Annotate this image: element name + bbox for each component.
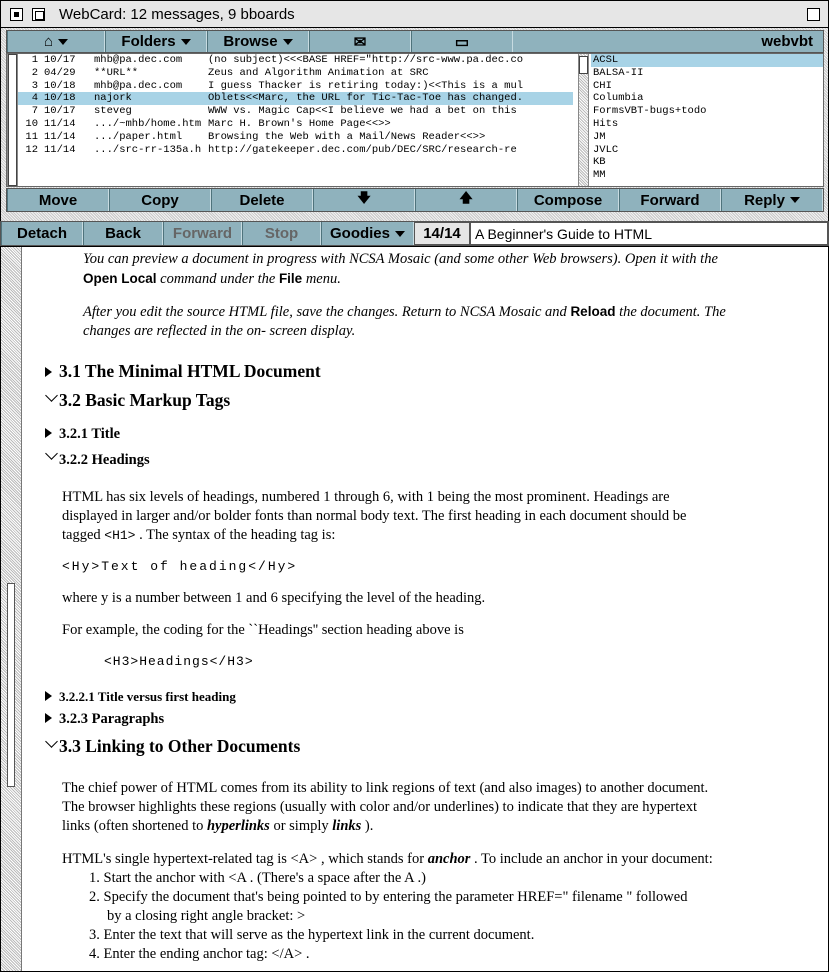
message-row[interactable] (18, 131, 573, 144)
message-row[interactable] (18, 144, 573, 157)
folders-label: Folders (121, 33, 176, 50)
forward-mail-button[interactable]: Forward (619, 189, 721, 211)
collapse-box-icon[interactable] (32, 8, 45, 21)
code-example: <H3>Headings</H3> (104, 654, 254, 669)
bboard-item[interactable]: Hits (593, 117, 619, 130)
message-from: .../~mhb/home.htm (94, 117, 202, 130)
message-date: 11/14 (44, 117, 76, 130)
paragraph: For example, the coding for the ``Headings'' section heading above is (62, 622, 464, 638)
bboard-item[interactable]: ACSL (591, 54, 823, 67)
message-date: 10/18 (44, 92, 76, 105)
paragraph: HTML has six levels of headings, numbered 1 through 6, with 1 being the most prominent. Headings are displayed in larger and/or bolder fonts than normal body text. The first heading in each document should be tagged <H1> . The syntax of the heading tag is: (62, 489, 687, 543)
paragraph: where y is a number between 1 and 6 specifying the level of the heading. (62, 590, 486, 606)
reload-command: Reload (570, 304, 616, 319)
message-from: .../paper.html (94, 130, 183, 143)
move-button[interactable]: Move (7, 189, 109, 211)
message-subject: I guess Thacker is retiring today:)<<This is a mul (208, 79, 524, 92)
bboard-item[interactable]: CHI (593, 79, 612, 92)
next-message-button[interactable] (313, 189, 415, 211)
bboard-item[interactable]: FormsVBT-bugs+todo (593, 105, 707, 118)
collapsed-triangle-icon[interactable] (45, 365, 59, 384)
bboard-item[interactable]: BALSA-II (593, 66, 644, 79)
message-subject: (no subject)<<<BASE HREF="http://src-www.pa.dec.co (208, 54, 524, 66)
message-scrollbar[interactable] (7, 54, 18, 186)
message-subject: WWW vs. Magic Cap<<I believe we had a bet on this (208, 105, 517, 118)
zoom-box-icon[interactable] (807, 8, 820, 21)
mailbox-menu-button[interactable] (7, 31, 105, 52)
close-box-icon[interactable] (10, 8, 23, 21)
hyperlinks-term: hyperlinks (206, 818, 270, 834)
detach-button[interactable]: Detach (1, 222, 83, 245)
paragraph: You can preview a document in progress with NCSA Mosaic (and some other Web browsers). Open it with the Open Local command under the File menu. (83, 251, 718, 287)
back-button[interactable]: Back (83, 222, 163, 245)
ordered-list (87, 869, 807, 964)
links-term: links (332, 818, 362, 834)
message-row[interactable] (18, 67, 573, 80)
bboard-scrollbar-thumb[interactable] (579, 56, 588, 74)
collapsed-triangle-icon[interactable] (45, 711, 59, 730)
message-num: 3 (31, 79, 38, 92)
page-counter: 14/14 (414, 222, 470, 245)
message-from: .../src-rr-135a.h (94, 143, 202, 156)
delete-button[interactable]: Delete (211, 189, 313, 211)
bboard-scrollbar[interactable] (578, 54, 589, 186)
book-icon: ▭ (454, 33, 470, 51)
file-menu-name: File (278, 271, 303, 286)
message-scrollbar-thumb[interactable] (8, 54, 17, 186)
message-num: 7 (31, 105, 38, 118)
section-3-2-3[interactable]: 3.2.3 Paragraphs (45, 710, 164, 730)
expanded-triangle-icon[interactable] (45, 394, 59, 413)
heading-syntax: <Hy>Text of heading</Hy> (62, 559, 298, 574)
browse-button[interactable] (207, 31, 309, 52)
previous-message-button[interactable] (415, 189, 517, 211)
list-item: 3. Enter the text that will serve as the hypertext link in the current document. (89, 927, 535, 943)
open-local-command: Open Local (83, 271, 157, 286)
section-3-2-2[interactable]: 3.2.2 Headings (45, 451, 150, 471)
section-3-3[interactable]: 3.3 Linking to Other Documents (45, 737, 300, 759)
paragraph: After you edit the source HTML file, save the changes. Return to NCSA Mosaic and Reload the document. The changes are reflected in the on- screen display. (83, 304, 726, 339)
paragraph: The chief power of HTML comes from its ability to link regions of text (and also images) to another document. The browser highlights these regions (usually with color and/or underlines) to indicate that they are hypertext links (often shortened to hyperlinks or simply links ). (62, 780, 709, 834)
collapsed-triangle-icon[interactable] (45, 689, 59, 708)
message-row[interactable] (18, 54, 573, 67)
document-title: A Beginner's Guide to HTML (470, 222, 828, 245)
message-actions-bar (6, 188, 824, 212)
browser-toolbar (0, 221, 829, 246)
window-title: WebCard: 12 messages, 9 bboards (59, 5, 295, 23)
message-subject: Browsing the Web with a Mail/News Reader<<>> (208, 130, 486, 143)
message-from: mhb@pa.dec.com (94, 54, 183, 66)
mailbox-icon: ⌂ (43, 33, 54, 50)
reply-button[interactable] (721, 189, 823, 211)
message-row[interactable] (18, 80, 573, 93)
message-pane (6, 53, 824, 187)
title-bar (0, 0, 829, 28)
message-num: 2 (31, 66, 38, 79)
document-scrollbar-thumb[interactable] (7, 583, 15, 787)
bboard-item[interactable]: KB (593, 156, 606, 169)
compose-button[interactable]: Compose (517, 189, 619, 211)
message-subject: http://gatekeeper.dec.com/pub/DEC/SRC/research-re (208, 143, 517, 156)
message-date: 10/17 (44, 105, 76, 118)
message-from: steveg (94, 105, 132, 118)
message-date: 11/14 (44, 143, 76, 156)
folders-button[interactable] (105, 31, 207, 52)
section-3-2-1[interactable]: 3.2.1 Title (45, 425, 120, 445)
message-from: **URL** (94, 66, 139, 79)
expanded-triangle-icon[interactable] (45, 740, 59, 759)
envelope-icon: ✉ (353, 33, 367, 51)
section-3-1[interactable]: 3.1 The Minimal HTML Document (45, 362, 321, 384)
message-list (18, 54, 573, 186)
collapsed-triangle-icon[interactable] (45, 426, 59, 445)
message-row[interactable] (18, 105, 573, 118)
message-num: 12 (25, 143, 38, 156)
message-date: 11/14 (44, 130, 76, 143)
list-item: 2. Specify the document that's being pointed to by entering the parameter HREF=" filename " followed by a closing right angle bracket: > (89, 889, 688, 924)
anchor-term: anchor (427, 851, 471, 867)
user-name: webvbt (761, 33, 813, 50)
message-date: 10/18 (44, 79, 76, 92)
expanded-triangle-icon[interactable] (45, 452, 59, 471)
bboard-list (591, 54, 823, 186)
envelope-button[interactable] (309, 31, 411, 52)
message-subject: Zeus and Algorithm Animation at SRC (208, 66, 429, 79)
browse-label: Browse (223, 33, 278, 50)
message-num: 1 (31, 54, 38, 66)
down-arrow-icon: 🡇 (357, 190, 371, 205)
bboard-item[interactable]: JM (593, 130, 606, 143)
message-date: 04/29 (44, 66, 76, 79)
up-arrow-icon: 🡅 (459, 190, 473, 205)
list-item: 1. Start the anchor with <A . (There's a space after the A .) (89, 870, 426, 886)
goodies-button[interactable] (321, 222, 414, 245)
bboard-item[interactable]: JVLC (593, 143, 619, 156)
copy-button[interactable]: Copy (109, 189, 211, 211)
message-date: 10/17 (44, 54, 76, 66)
list-item: 4. Enter the ending anchor tag: </A> . (89, 946, 310, 962)
message-from: najork (94, 92, 132, 105)
bboard-item[interactable]: Columbia (593, 92, 644, 105)
message-subject: Marc H. Brown's Home Page<<>> (208, 117, 391, 130)
reply-label: Reply (744, 191, 785, 209)
message-subject: Oblets<<Marc, the URL for Tic-Tac-Toe has changed. (208, 92, 524, 105)
message-from: mhb@pa.dec.com (94, 79, 183, 92)
message-num: 11 (25, 130, 38, 143)
goodies-label: Goodies (329, 225, 390, 242)
section-3-2-2-1[interactable]: 3.2.2.1 Title versus first heading (45, 687, 236, 708)
message-row[interactable] (18, 118, 573, 131)
section-3-2[interactable]: 3.2 Basic Markup Tags (45, 391, 230, 413)
bboard-item[interactable]: MM (593, 169, 606, 182)
document-view (0, 246, 829, 972)
message-num: 10 (25, 117, 38, 130)
paragraph: HTML's single hypertext-related tag is <A> , which stands for anchor . To include an anchor in your document: (62, 851, 713, 867)
mail-toolbar (6, 30, 824, 53)
message-row[interactable] (18, 92, 573, 105)
browser-forward-button[interactable]: Forward (163, 222, 242, 245)
document-scrollbar[interactable] (1, 247, 22, 971)
stop-button[interactable]: Stop (242, 222, 321, 245)
book-button[interactable] (411, 31, 513, 52)
message-num: 4 (31, 92, 38, 105)
